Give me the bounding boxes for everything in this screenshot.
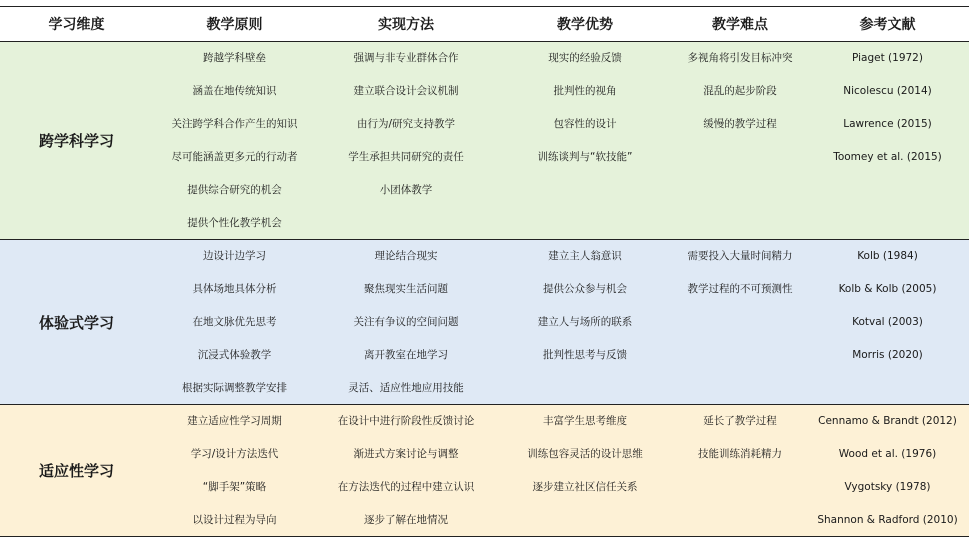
methods-column [316,240,496,404]
reference-item: Kolb & Kolb (2005) [838,283,937,295]
advantage-item: 建立主人翁意识 [548,250,622,262]
principle-item: 跨越学科壁垒 [203,52,266,64]
header-methods: 实现方法 [378,17,434,33]
advantage-item: 提供公众参与机会 [543,283,627,295]
header-references: 参考文献 [859,17,916,33]
reference-item: Piaget (1972) [852,52,923,64]
references-column [806,405,969,536]
principle-item: 边设计边学习 [203,250,266,262]
method-item: 由行为/研究支持教学 [356,118,456,130]
references-column [806,42,969,239]
section-experiential [0,240,969,405]
advantages-column [496,42,674,239]
methods-column [316,42,496,239]
difficulties-column [674,42,806,239]
reference-item: Cennamo & Brandt (2012) [818,415,957,427]
table-header [0,6,969,42]
method-item: 强调与非专业群体合作 [353,52,459,64]
difficulty-item: 延长了教学过程 [703,415,777,427]
reference-item: Wood et al. (1976) [838,448,937,460]
advantage-item: 训练谈判与“软技能” [537,151,633,163]
header-difficulties: 教学难点 [712,17,768,33]
dimension-label: 适应性学习 [38,462,114,480]
reference-item: Kotval (2003) [852,316,923,328]
method-item: 聚焦现实生活问题 [364,283,448,295]
reference-item: Toomey et al. (2015) [833,151,942,163]
reference-item: Kolb (1984) [857,250,918,262]
method-item: 离开教室在地学习 [364,349,448,361]
principle-item: 根据实际调整教学安排 [182,382,287,394]
difficulty-item: 混乱的起步阶段 [703,85,777,97]
difficulties-column [674,405,806,536]
advantage-item: 现实的经验反馈 [548,52,622,64]
method-item: 在设计中进行阶段性反馈讨论 [337,415,475,427]
difficulties-column [674,240,806,404]
principle-item: 学习/设计方法迭代 [190,448,279,460]
principle-item: 以设计过程为导向 [192,514,277,526]
header-advantages: 教学优势 [557,17,613,33]
header-dimension: 学习维度 [48,17,105,33]
method-item: 渐进式方案讨论与调整 [353,448,459,460]
principle-item: 建立适应性学习周期 [187,415,282,427]
header-principles: 教学原则 [206,17,263,33]
advantage-item: 包容性的设计 [553,118,617,130]
principle-item: 尽可能涵盖更多元的行动者 [171,151,298,163]
difficulty-item: 需要投入大量时间精力 [687,250,793,262]
principles-column [153,240,316,404]
method-item: 在方法迭代的过程中建立认识 [337,481,475,493]
principle-item: “脚手架”策略 [202,481,267,493]
difficulty-item: 技能训练消耗精力 [698,448,782,460]
principle-item: 关注跨学科合作产生的知识 [171,118,298,130]
method-item: 逐步了解在地情况 [364,514,448,526]
difficulty-item: 缓慢的教学过程 [703,118,777,130]
methods-column [316,405,496,536]
references-column [806,240,969,404]
reference-item: Lawrence (2015) [843,118,932,130]
method-item: 关注有争议的空间问题 [353,316,459,328]
section-interdisciplinary [0,42,969,240]
reference-item: Morris (2020) [852,349,923,361]
principle-item: 提供综合研究的机会 [187,184,282,196]
reference-item: Shannon & Radford (2010) [817,514,958,526]
difficulty-item: 教学过程的不可预测性 [687,283,793,295]
principle-item: 在地文脉优先思考 [192,316,277,328]
difficulty-item: 多视角将引发目标冲突 [687,52,793,64]
pedagogy-table [0,6,969,537]
advantage-item: 训练包容灵活的设计思维 [527,448,643,460]
principle-item: 提供个性化教学机会 [187,217,282,229]
advantages-column [496,405,674,536]
method-item: 建立联合设计会议机制 [353,85,459,97]
advantage-item: 批判性思考与反馈 [543,349,627,361]
principle-item: 涵盖在地传统知识 [192,85,277,97]
method-item: 理论结合现实 [374,250,438,262]
reference-item: Vygotsky (1978) [844,481,931,493]
advantage-item: 建立人与场所的联系 [537,316,633,328]
section-adaptive [0,405,969,537]
principles-column [153,405,316,536]
advantage-item: 逐步建立社区信任关系 [532,481,638,493]
advantage-item: 丰富学生思考维度 [543,415,627,427]
advantage-item: 批判性的视角 [553,85,617,97]
principle-item: 沉浸式体验教学 [197,349,272,361]
reference-item: Nicolescu (2014) [843,85,932,97]
principles-column [153,42,316,239]
dimension-label: 体验式学习 [38,313,114,332]
method-item: 小团体教学 [379,184,433,196]
method-item: 学生承担共同研究的责任 [348,151,464,163]
dimension-label: 跨学科学习 [38,132,114,150]
principle-item: 具体场地具体分析 [192,283,277,295]
method-item: 灵活、适应性地应用技能 [348,382,464,394]
advantages-column [496,240,674,404]
